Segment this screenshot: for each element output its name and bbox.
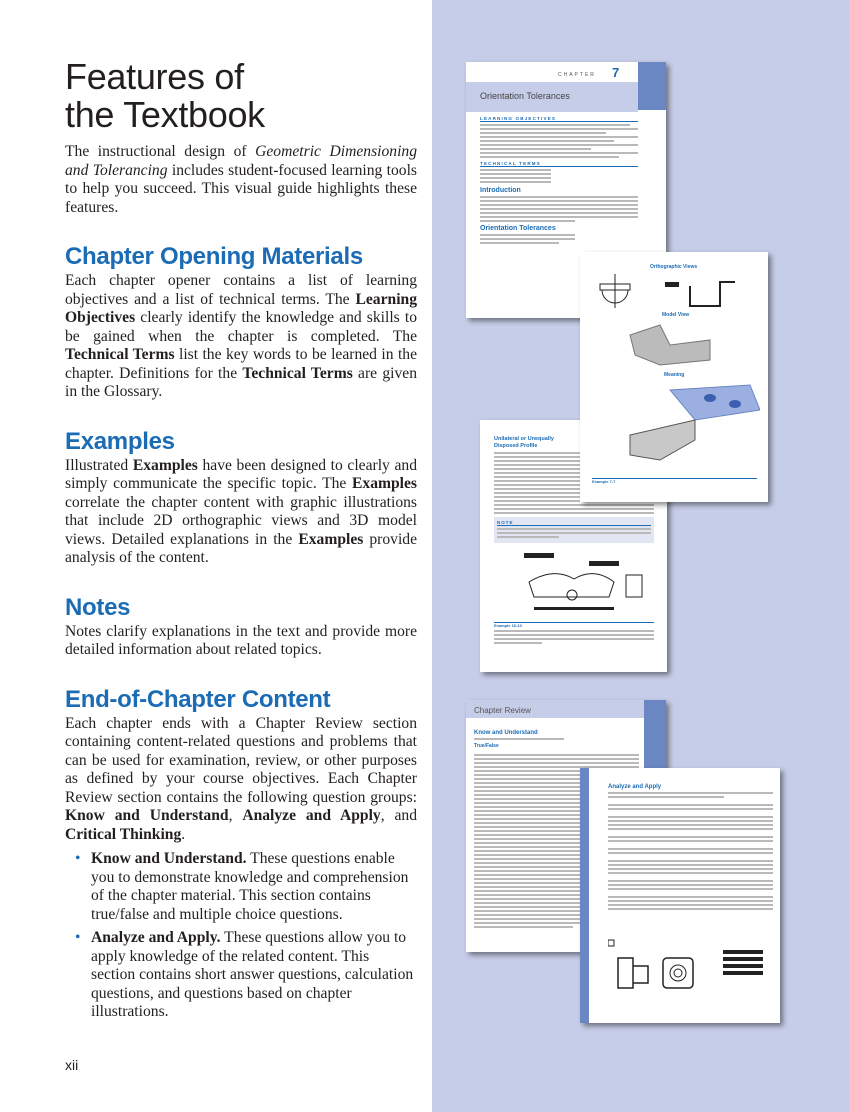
list-item: • Analyze and Apply. These questions allow you to apply knowledge of the related content. This section contains short answer questions, calculation questions, and questions based on chapter illustrations.: [75, 929, 414, 1020]
model-view-icon: [620, 320, 720, 370]
profile-drawing-icon: [494, 547, 654, 617]
bullet-icon: •: [75, 929, 81, 946]
feature-control-drawing-icon: [608, 938, 773, 998]
heading-end-of-chapter: End-of-Chapter Content: [65, 685, 331, 713]
question-groups-list: [65, 850, 417, 1022]
note-heading: NOTE: [497, 520, 651, 526]
meaning-drawing-icon: [600, 380, 760, 470]
list-item: • Know and Understand. These questions enable you to demonstrate knowledge and comprehension of the chapter material. This section contains true/false and multiple choice questions.: [75, 850, 409, 923]
page-number: xii: [65, 1057, 79, 1073]
end-of-chapter-paragraph: Each chapter ends with a Chapter Review section containing content-related questions and problems that can be used for examination, review, or other purposes as defined by your course objectives. Each Chapter Review section contains the following question groups: Know and Understand, Analyze and Apply, and Critical Thinking.: [65, 714, 417, 843]
thumbnail-panel: [432, 0, 849, 1112]
review-title: Chapter Review: [474, 706, 531, 715]
heading-chapter-opening: Chapter Opening Materials: [65, 243, 363, 270]
technical-terms-heading: TECHNICAL TERMS: [480, 161, 638, 167]
page-title: Features of the Textbook: [65, 56, 265, 135]
profile-heading: Unilateral or Unequally Disposed Profile: [494, 436, 554, 449]
analyze-apply-heading: Analyze and Apply: [608, 784, 662, 790]
examples-paragraph: Illustrated Examples have been designed to clearly and simply communicate the specific topic. The Examples correlate the chapter content with graphic illustrations that include 2D orthographic views and 3D model views. Detailed explanations in the Examples provide analysis of the content.: [65, 456, 417, 566]
heading-examples: Examples: [65, 427, 175, 455]
thumbnail-analyze-apply: [580, 768, 780, 1023]
bullet-icon: •: [75, 850, 81, 867]
orthographic-heading: Orthographic Views: [650, 264, 698, 270]
orientation-heading: Orientation Tolerances: [480, 225, 556, 232]
chapter-label: CHAPTER: [558, 72, 596, 78]
chapter-opening-paragraph: Each chapter opener contains a list of learning objectives and a list of technical terms. The Learning Objectives clearly identify the knowledge and skills to be gained when the chapter is completed. The Technical Terms list the key words to be learned in the chapter. Definitions for the Technical Terms are given in the Glossary.: [65, 272, 418, 400]
orthographic-drawing-icon: [590, 272, 760, 310]
chapter-title: Orientation Tolerances: [480, 91, 570, 101]
example-caption: Example 7-7: [592, 478, 757, 484]
learning-objectives-heading: LEARNING OBJECTIVES: [480, 116, 638, 122]
intro-paragraph: The instructional design of Geometric Dimensioning and Tolerancing includes student-focused learning tools to help you succeed. This visual guide highlights these features.: [65, 143, 417, 216]
chapter-number: 7: [612, 65, 620, 80]
heading-notes: Notes: [65, 593, 131, 621]
meaning-heading: Meaning: [664, 372, 685, 378]
true-false-heading: True/False: [474, 743, 499, 749]
introduction-heading: Introduction: [480, 187, 521, 194]
main-text-column: [65, 58, 417, 1027]
thumbnail-orientation-example: [580, 252, 768, 502]
know-understand-heading: Know and Understand: [474, 730, 538, 736]
notes-paragraph: Notes clarify explanations in the text and provide more detailed information about related topics.: [65, 622, 417, 658]
model-view-heading: Model View: [662, 312, 690, 318]
profile-caption: Example 10-10: [494, 622, 654, 628]
